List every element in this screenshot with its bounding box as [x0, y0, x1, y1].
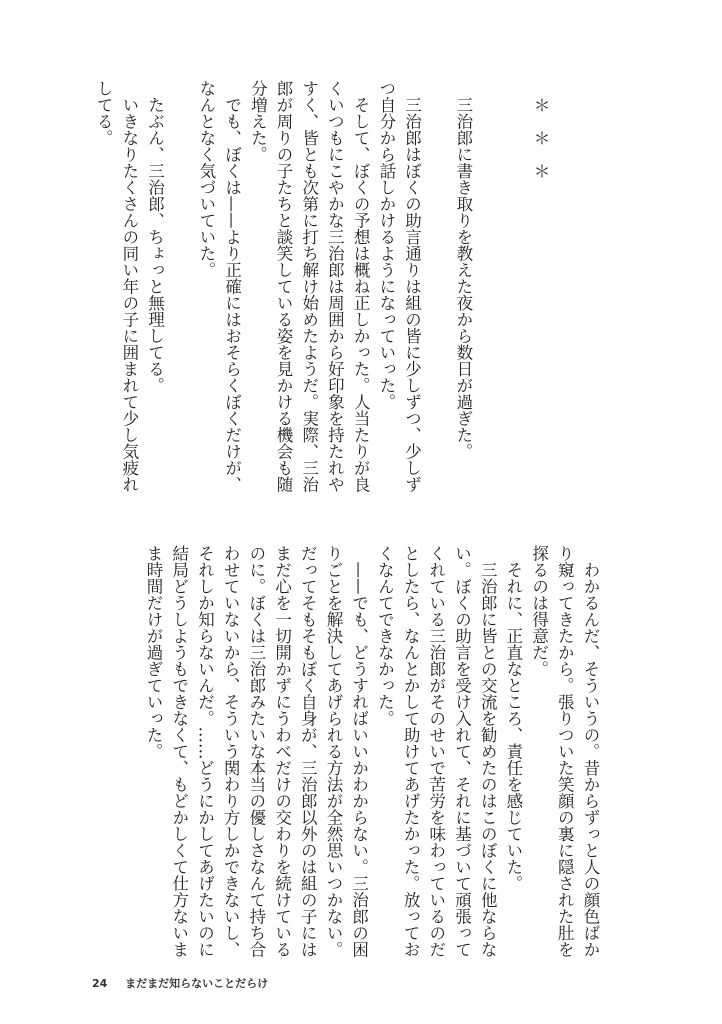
text-column: まだ心を一切開かずにうわべだけの交わりを続けている	[272, 545, 292, 958]
text-column: なんとなく気づいていた。	[196, 80, 216, 278]
text-column: すく、皆とも次第に打ち解け始めたようだ。実際、三治	[299, 80, 319, 493]
text-column	[476, 80, 502, 480]
text-column: わかるんだ、そういうの。昔からずっと人の顔色ばか	[581, 545, 600, 958]
page-footer	[92, 975, 268, 991]
text-column: 探るのは得意だ。	[529, 545, 549, 677]
text-column: そして、ぼくの予想は概ね正しかった。人当たりが良	[351, 80, 371, 493]
text-column: くいつもにこやかな三治郎は周囲から好印象を持たれや	[325, 80, 345, 493]
text-column	[168, 80, 194, 480]
text-column: いきなりたくさんの同い年の子に囲まれて少し気疲れ	[119, 80, 139, 493]
text-column: つ自分から話しかけるようになっていった。	[376, 80, 396, 410]
text-column	[425, 80, 451, 480]
text-column: のに。ぼくは三治郎みたいな本当の優しさなんて持ち合	[246, 545, 266, 958]
text-column: りごとを解決してあげられる方法が全然思いつかない。	[323, 545, 343, 958]
text-column: してる。	[94, 80, 114, 146]
lower-text-block	[140, 545, 603, 958]
text-column: 郎が周りの子たちと談笑している姿を見かける機会も随	[274, 80, 294, 493]
text-column: 三治郎はぼくの助言通りは組の皆に少しずつ、少しず	[402, 80, 422, 493]
text-column: それしか知らないんだ。……どうにかしてあげたいのに	[195, 545, 215, 958]
text-column: ——でも、どうすればいいかわからない。三治郎の困	[349, 545, 369, 958]
text-column: 分増えた。	[248, 80, 268, 163]
text-column: 三治郎に皆との交流を勧めたのはこのぼくに他ならな	[478, 545, 498, 958]
text-column: だってそもそもぼく自身が、三治郎以外のは組の子には	[298, 545, 318, 958]
text-column: くれている三治郎がそのせいで苦労を味わっているのだ	[426, 545, 446, 958]
text-column: 結局どうしようもできなくて、もどかしくて仕方ないま	[169, 545, 189, 958]
page-number: 24	[92, 977, 108, 990]
text-column: い。ぼくの助言を受け入れて、それに基づいて頑張って	[452, 545, 472, 958]
text-column	[502, 80, 528, 480]
text-column: たぶん、三治郎、ちょっと無理してる。	[145, 80, 165, 394]
text-column: それに、正直なところ、責任を感じていた。	[503, 545, 523, 892]
running-title: まだまだ知らないことだらけ	[125, 977, 269, 990]
text-column: ま時間だけが過ぎていった。	[144, 545, 164, 760]
text-column: くなんてできなかった。	[375, 545, 395, 727]
text-column: 三治郎に書き取りを教えた夜から数日が過ぎた。	[453, 80, 473, 460]
text-column: でも、ぼくは——より正確にはおそらくぼくだけが、	[222, 80, 242, 493]
text-column: り窺ってきたから。張りついた笑顔の裏に隠された肚を	[555, 545, 575, 958]
text-column: ＊ ＊ ＊	[531, 80, 550, 179]
text-column: わせていないから、そういう関わり方しかできないし、	[221, 545, 241, 958]
upper-text-block	[90, 80, 553, 493]
text-column: としたら、なんとかして助けてあげたかった。放ってお	[401, 545, 421, 958]
